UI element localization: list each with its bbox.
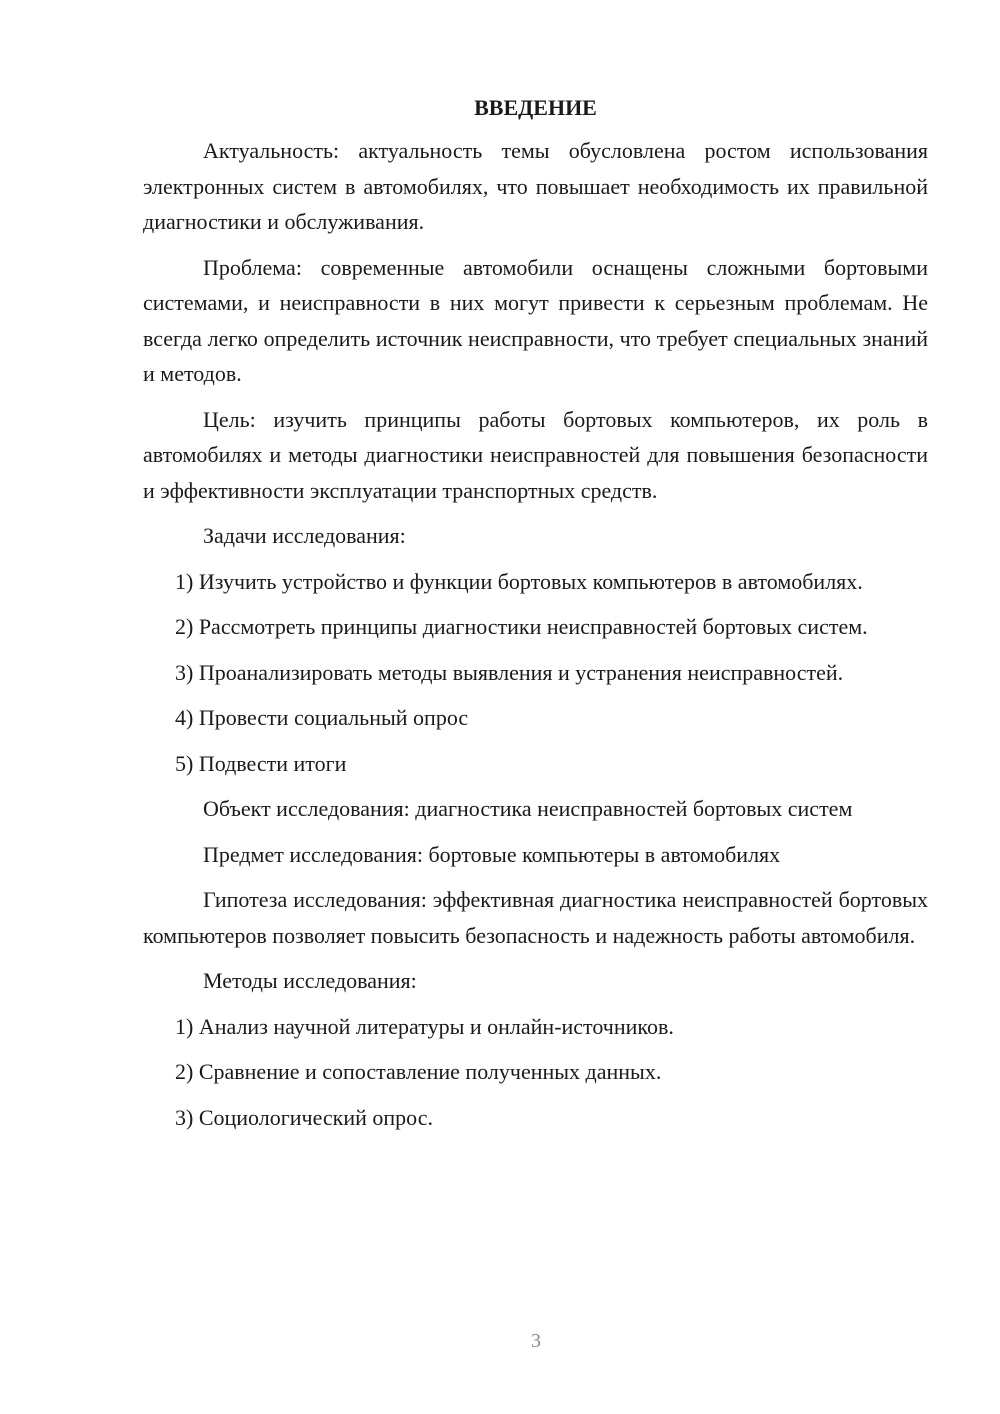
method-item: 3) Социологический опрос. bbox=[175, 1104, 433, 1130]
subject-paragraph: Предмет исследования: бортовые компьютеры в автомобилях bbox=[203, 841, 781, 867]
task-item: 5) Подвести итоги bbox=[175, 750, 347, 776]
task-item: 4) Провести социальный опрос bbox=[175, 705, 469, 730]
section-heading: ВВЕДЕНИЕ bbox=[474, 95, 597, 120]
problem-paragraph: Проблема: современные автомобили оснащены сложными бортовыми системами, и неисправности в них могут привести к серьезным проблемам. Не всегда легко определить источник неисправности, что требует специальных знаний и методов. bbox=[143, 254, 928, 386]
task-item: 3) Проанализировать методы выявления и устранения неисправностей. bbox=[175, 659, 844, 685]
tasks-title: Задачи исследования: bbox=[203, 523, 406, 548]
object-paragraph: Объект исследования: диагностика неисправностей бортовых систем bbox=[203, 796, 853, 821]
method-item: 2) Сравнение и сопоставление полученных данных. bbox=[175, 1059, 662, 1084]
task-item: 2) Рассмотреть принципы диагностики неисправностей бортовых систем. bbox=[175, 614, 868, 639]
methods-title: Методы исследования: bbox=[203, 968, 417, 993]
goal-paragraph: Цель: изучить принципы работы бортовых компьютеров, их роль в автомобилях и методы диагностики неисправностей для повышения безопасности и эффективности эксплуатации транспортных средств. bbox=[143, 406, 928, 503]
task-item: 1) Изучить устройство и функции бортовых компьютеров в автомобилях. bbox=[175, 568, 863, 594]
hypothesis-paragraph: Гипотеза исследования: эффективная диагностика неисправностей бортовых компьютеров позволяет повысить безопасность и надежность работы автомобиля. bbox=[143, 887, 928, 948]
method-item: 1) Анализ научной литературы и онлайн-источников. bbox=[175, 1013, 674, 1039]
relevance-paragraph: Актуальность: актуальность темы обусловлена ростом использования электронных систем в автомобилях, что повышает необходимость их правильной диагностики и обслуживания. bbox=[143, 138, 928, 234]
page-number: 3 bbox=[531, 1330, 541, 1352]
document-page bbox=[143, 90, 928, 1145]
